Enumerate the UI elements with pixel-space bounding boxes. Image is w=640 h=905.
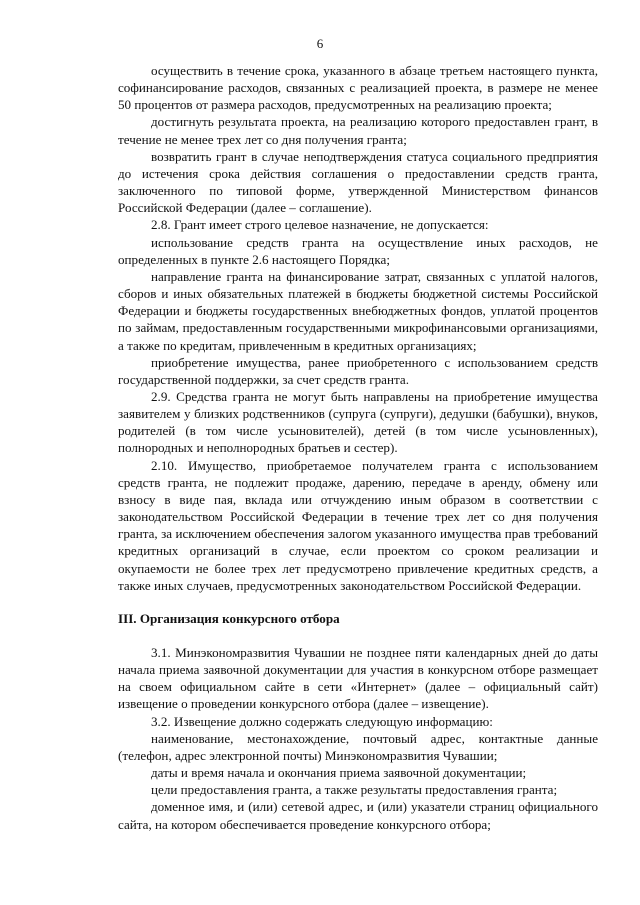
paragraph: 2.8. Грант имеет строго целевое назначение, не допускается: (151, 217, 489, 233)
spacer (118, 594, 598, 610)
paragraph: доменное имя, и (или) сетевой адрес, и (или) указатели страниц официального сайта, на котором обеспечивается проведение конкурсного отбора; (118, 799, 598, 832)
paragraph: 3.1. Минэкономразвития Чувашии не позднее пяти календарных дней до даты начала приема заявочной документации для участия в конкурсном отборе размещает на своем официальном сайте в сети «Интернет» (далее – официальный сайт) извещение о проведении конкурсного отбора (далее – извещение). (118, 645, 598, 712)
paragraph: цели предоставления гранта, а также результаты предоставления гранта; (151, 782, 558, 798)
paragraph: направление гранта на финансирование затрат, связанных с уплатой налогов, сборов и иных обязательных платежей в бюджеты бюджетной системы Российской Федерации и бюджеты государственных внебюджетных фондов, уплатой процентов по займам, предоставленным государственными микрофинансовыми организациями, а также по кредитам, привлеченным в кредитных организациях; (118, 268, 598, 353)
paragraph: 2.10. Имущество, приобретаемое получателем гранта с использованием средств гранта, не подлежит продаже, дарению, передаче в аренду, обмену или взносу в виде пая, вклада или отчуждению иным образом в соответствии с законодательством Российской Федерации в течение трех лет со дня получения гранта, за исключением обеспечения залогом указанного имущества прав требований кредитных организаций в случае, если проектом со сроком реализации и окупаемости не более трех лет предусмотрено привлечение кредитных средств, а также иных случаев, предусмотренных законодательством Российской Федерации. (118, 457, 598, 593)
section-heading: III. Организация конкурсного отбора (118, 610, 340, 626)
page-number: 6 (316, 36, 324, 51)
paragraph: использование средств гранта на осуществление иных расходов, не определенных в пункте 2.6 настоящего Порядка; (118, 234, 598, 267)
paragraph: достигнуть результата проекта, на реализацию которого предоставлен грант, в течение не менее трех лет со дня получения гранта; (118, 114, 598, 147)
paragraph: даты и время начала и окончания приема заявочной документации; (151, 765, 527, 781)
paragraph: возвратить грант в случае неподтверждения статуса социального предприятия до истечения срока действия соглашения о предоставлении средств гранта, заключенного по типовой форме, утвержденной Министерством финансов Российской Федерации (далее – соглашение). (118, 148, 598, 216)
paragraph: осуществить в течение срока, указанного в абзаце третьем настоящего пункта, софинансирование расходов, связанных с реализацией проекта, в размере не менее 50 процентов от размера расходов, предусмотренных на реализацию проекта; (118, 63, 598, 113)
paragraph: наименование, местонахождение, почтовый адрес, контактные данные (телефон, адрес электронной почты) Минэкономразвития Чувашии; (118, 730, 598, 763)
paragraph: приобретение имущества, ранее приобретенного с использованием средств государственной поддержки, за счет средств гранта. (118, 354, 598, 387)
spacer (118, 627, 598, 644)
paragraph: 2.9. Средства гранта не могут быть направлены на приобретение имущества заявителем у близких родственников (супруга (супруги), дедушки (бабушки), внуков, родителей (в том числе усыновителей), детей (в том числе усыновленных), полнородных и неполнородных братьев и сестер). (118, 388, 598, 456)
document-body (118, 62, 598, 833)
paragraph: 3.2. Извещение должно содержать следующую информацию: (151, 713, 493, 729)
